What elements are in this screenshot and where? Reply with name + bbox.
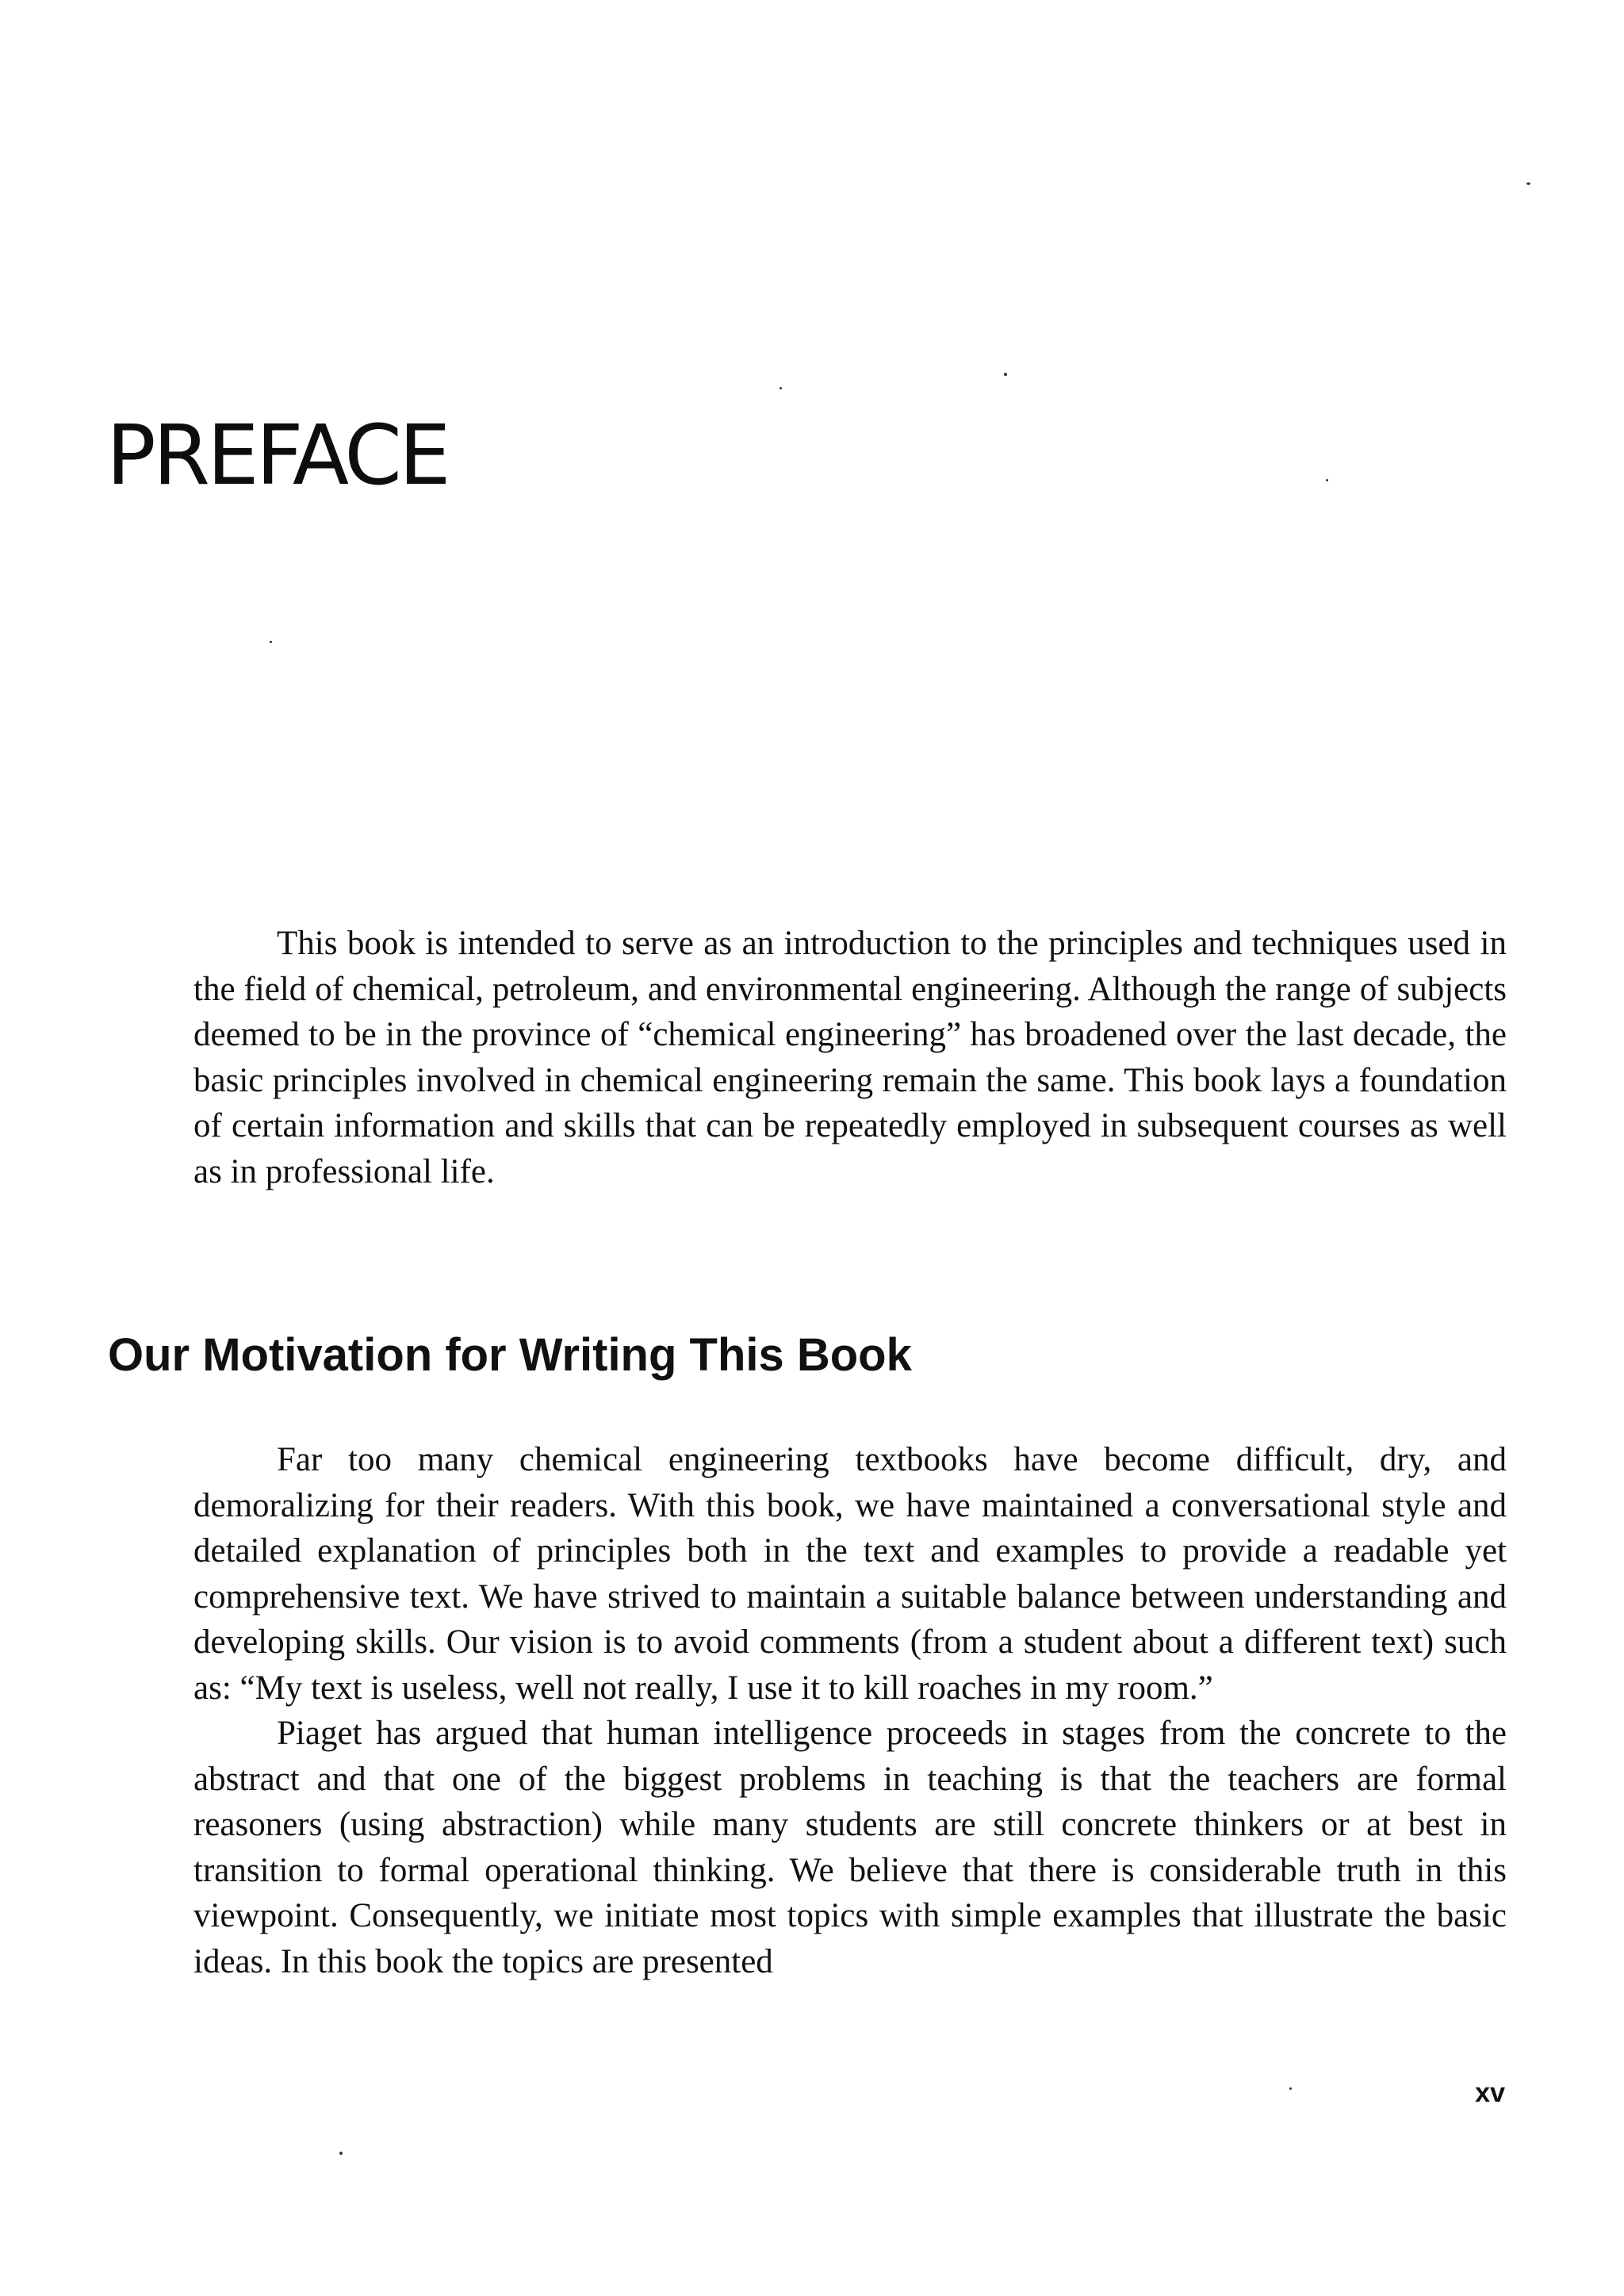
page-number: xv — [1475, 2078, 1505, 2108]
scan-speck — [1004, 373, 1007, 376]
scan-speck — [779, 387, 782, 389]
piaget-paragraph: Piaget has argued that human intelligence proceeds in stages from the concrete to the abstract and that one of the biggest problems in teaching is that the teachers are formal reasoners (using abstraction) while many students are still concrete thinkers or at best in transition to formal operational thinking. We believe that there is considerable truth in this viewpoint. Consequently, we initiate most topics with simple examples that illustrate the basic ideas. In this book the topics are presented — [193, 1715, 1507, 1980]
scan-speck — [339, 2152, 343, 2155]
scan-speck — [270, 641, 272, 643]
motivation-paragraph: Far too many chemical engineering textbooks have become difficult, dry, and demoralizing for their readers. With this book, we have maintained a conversational style and detailed explanation of principles both in the text and examples to provide a readable yet comprehensive text. We have strived to maintain a suitable balance between understanding and developing skills. Our vision is to avoid comments (from a student about a different text) such as: “My text is useless, well not really, I use it to kill roaches in my room.” — [193, 1441, 1507, 1707]
intro-paragraph: This book is intended to serve as an introduction to the principles and techniques used in the field of chemical, petroleum, and environmental engineering. Although the range of subjects deemed to be in the province of “chemical engineering” has broadened over the last decade, the basic principles involved in chemical engineering remain the same. This book lays a foundation of certain information and skills that can be repeatedly employed in subsequent courses as well as in professional life. — [193, 925, 1507, 1190]
scan-speck — [1526, 182, 1530, 185]
chapter-title: PREFACE — [106, 407, 448, 504]
intro-text — [193, 921, 1507, 1194]
scan-speck — [1289, 2087, 1292, 2090]
section-heading: Our Motivation for Writing This Book — [108, 1329, 912, 1381]
motivation-text — [193, 1437, 1507, 1984]
scan-speck — [1326, 479, 1328, 481]
